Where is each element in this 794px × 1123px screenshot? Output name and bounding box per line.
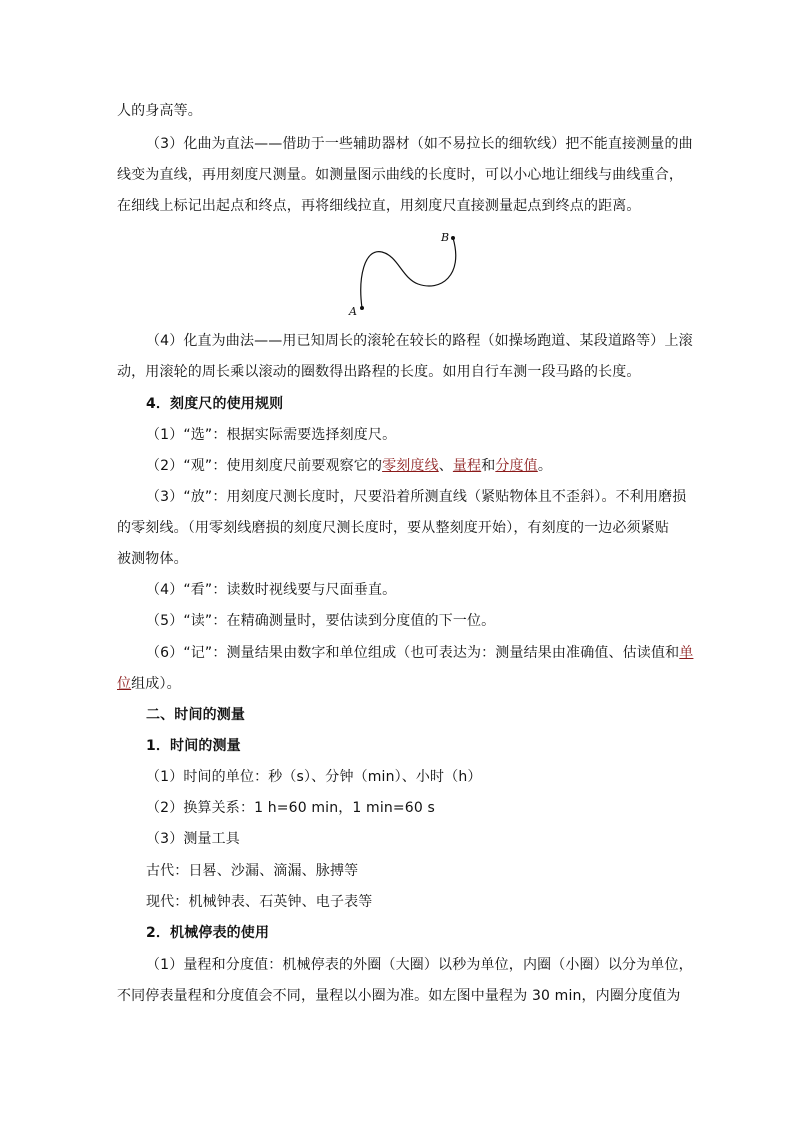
list-item: （3）测量工具 [146,831,240,847]
rule-item: （3）“放”：用刻度尺测长度时，尺要沿着所测直线（紧贴物体且不歪斜）。不利用磨损 [146,489,687,505]
rule-text: 组成）。 [131,676,181,692]
paragraph-line: 人的身高等。 [117,103,202,119]
rule-text: （2）“观”：使用刻度尺前要观察它的 [146,458,383,474]
section-heading: 二、时间的测量 [146,707,246,723]
rule-item: （1）“选”：根据实际需要选择刻度尺。 [146,427,397,443]
paragraph-line: 线变为直线，再用刻度尺测量。如测量图示曲线的长度时，可以小心地让细线与曲线重合， [117,167,683,183]
rule-item [146,643,694,663]
curve-diagram [340,226,480,321]
paragraph-line: 在细线上标记出起点和终点，再将细线拉直，用刻度尺直接测量起点到终点的距离。 [117,198,641,214]
label-b: B [441,231,450,244]
section-heading: 4．刻度尺的使用规则 [146,396,284,412]
rule-text: 和 [481,458,496,474]
rule-text: 。 [537,458,552,474]
list-item: （2）换算关系：1 h=60 min，1 min=60 s [146,800,435,816]
term-link-unit[interactable]: 位 [117,676,132,692]
rule-text: 、 [438,458,453,474]
subsection-heading: 1．时间的测量 [146,738,241,754]
paragraph-line [117,674,677,694]
term-link-range[interactable]: 量程 [452,458,482,474]
curve-figure [340,226,480,321]
paragraph-line: 动，用滚轮的周长乘以滚动的圈数得出路程的长度。如用自行车测一段马路的长度。 [117,364,641,380]
rule-item [146,456,677,476]
paragraph-line: （4）化直为曲法——用已知周长的滚轮在较长的路程（如操场跑道、某段道路等）上滚 [146,333,693,349]
term-link-zero-line[interactable]: 零刻度线 [382,458,439,474]
rule-item: （4）“看”：读数时视线要与尺面垂直。 [146,582,397,598]
paragraph-line: 被测物体。 [117,551,188,567]
point-a [360,306,364,310]
rule-item: （5）“读”：在精确测量时，要估读到分度值的下一位。 [146,613,496,629]
paragraph-line: 不同停表量程和分度值会不同，量程以小圈为准。如左图中量程为 30 min，内圈分度值为 [117,988,681,1004]
paragraph-line: （1）量程和分度值：机械停表的外圈（大圈）以秒为单位，内圈（小圈）以分为单位， [146,957,693,973]
term-link-division-value[interactable]: 分度值 [495,458,538,474]
label-a: A [349,305,357,318]
term-link-unit[interactable]: 单 [679,645,694,661]
list-item: （1）时间的单位：秒（s）、分钟（min）、小时（h） [146,769,482,785]
curve-path [361,238,456,308]
list-item: 现代：机械钟表、石英钟、电子表等 [146,894,373,910]
paragraph-line: （3）化曲为直法——借助于一些辅助器材（如不易拉长的细软线）把不能直接测量的曲 [146,136,693,152]
subsection-heading: 2．机械停表的使用 [146,925,270,941]
paragraph-line: 的零刻线。（用零刻线磨损的刻度尺测长度时，要从整刻度开始），有刻度的一边必须紧贴 [117,520,669,536]
point-b [451,236,455,240]
list-item: 古代：日晷、沙漏、滴漏、脉搏等 [146,863,359,879]
rule-text: （6）“记”：测量结果由数字和单位组成（也可表达为：测量结果由准确值、估读值和 [146,645,680,661]
